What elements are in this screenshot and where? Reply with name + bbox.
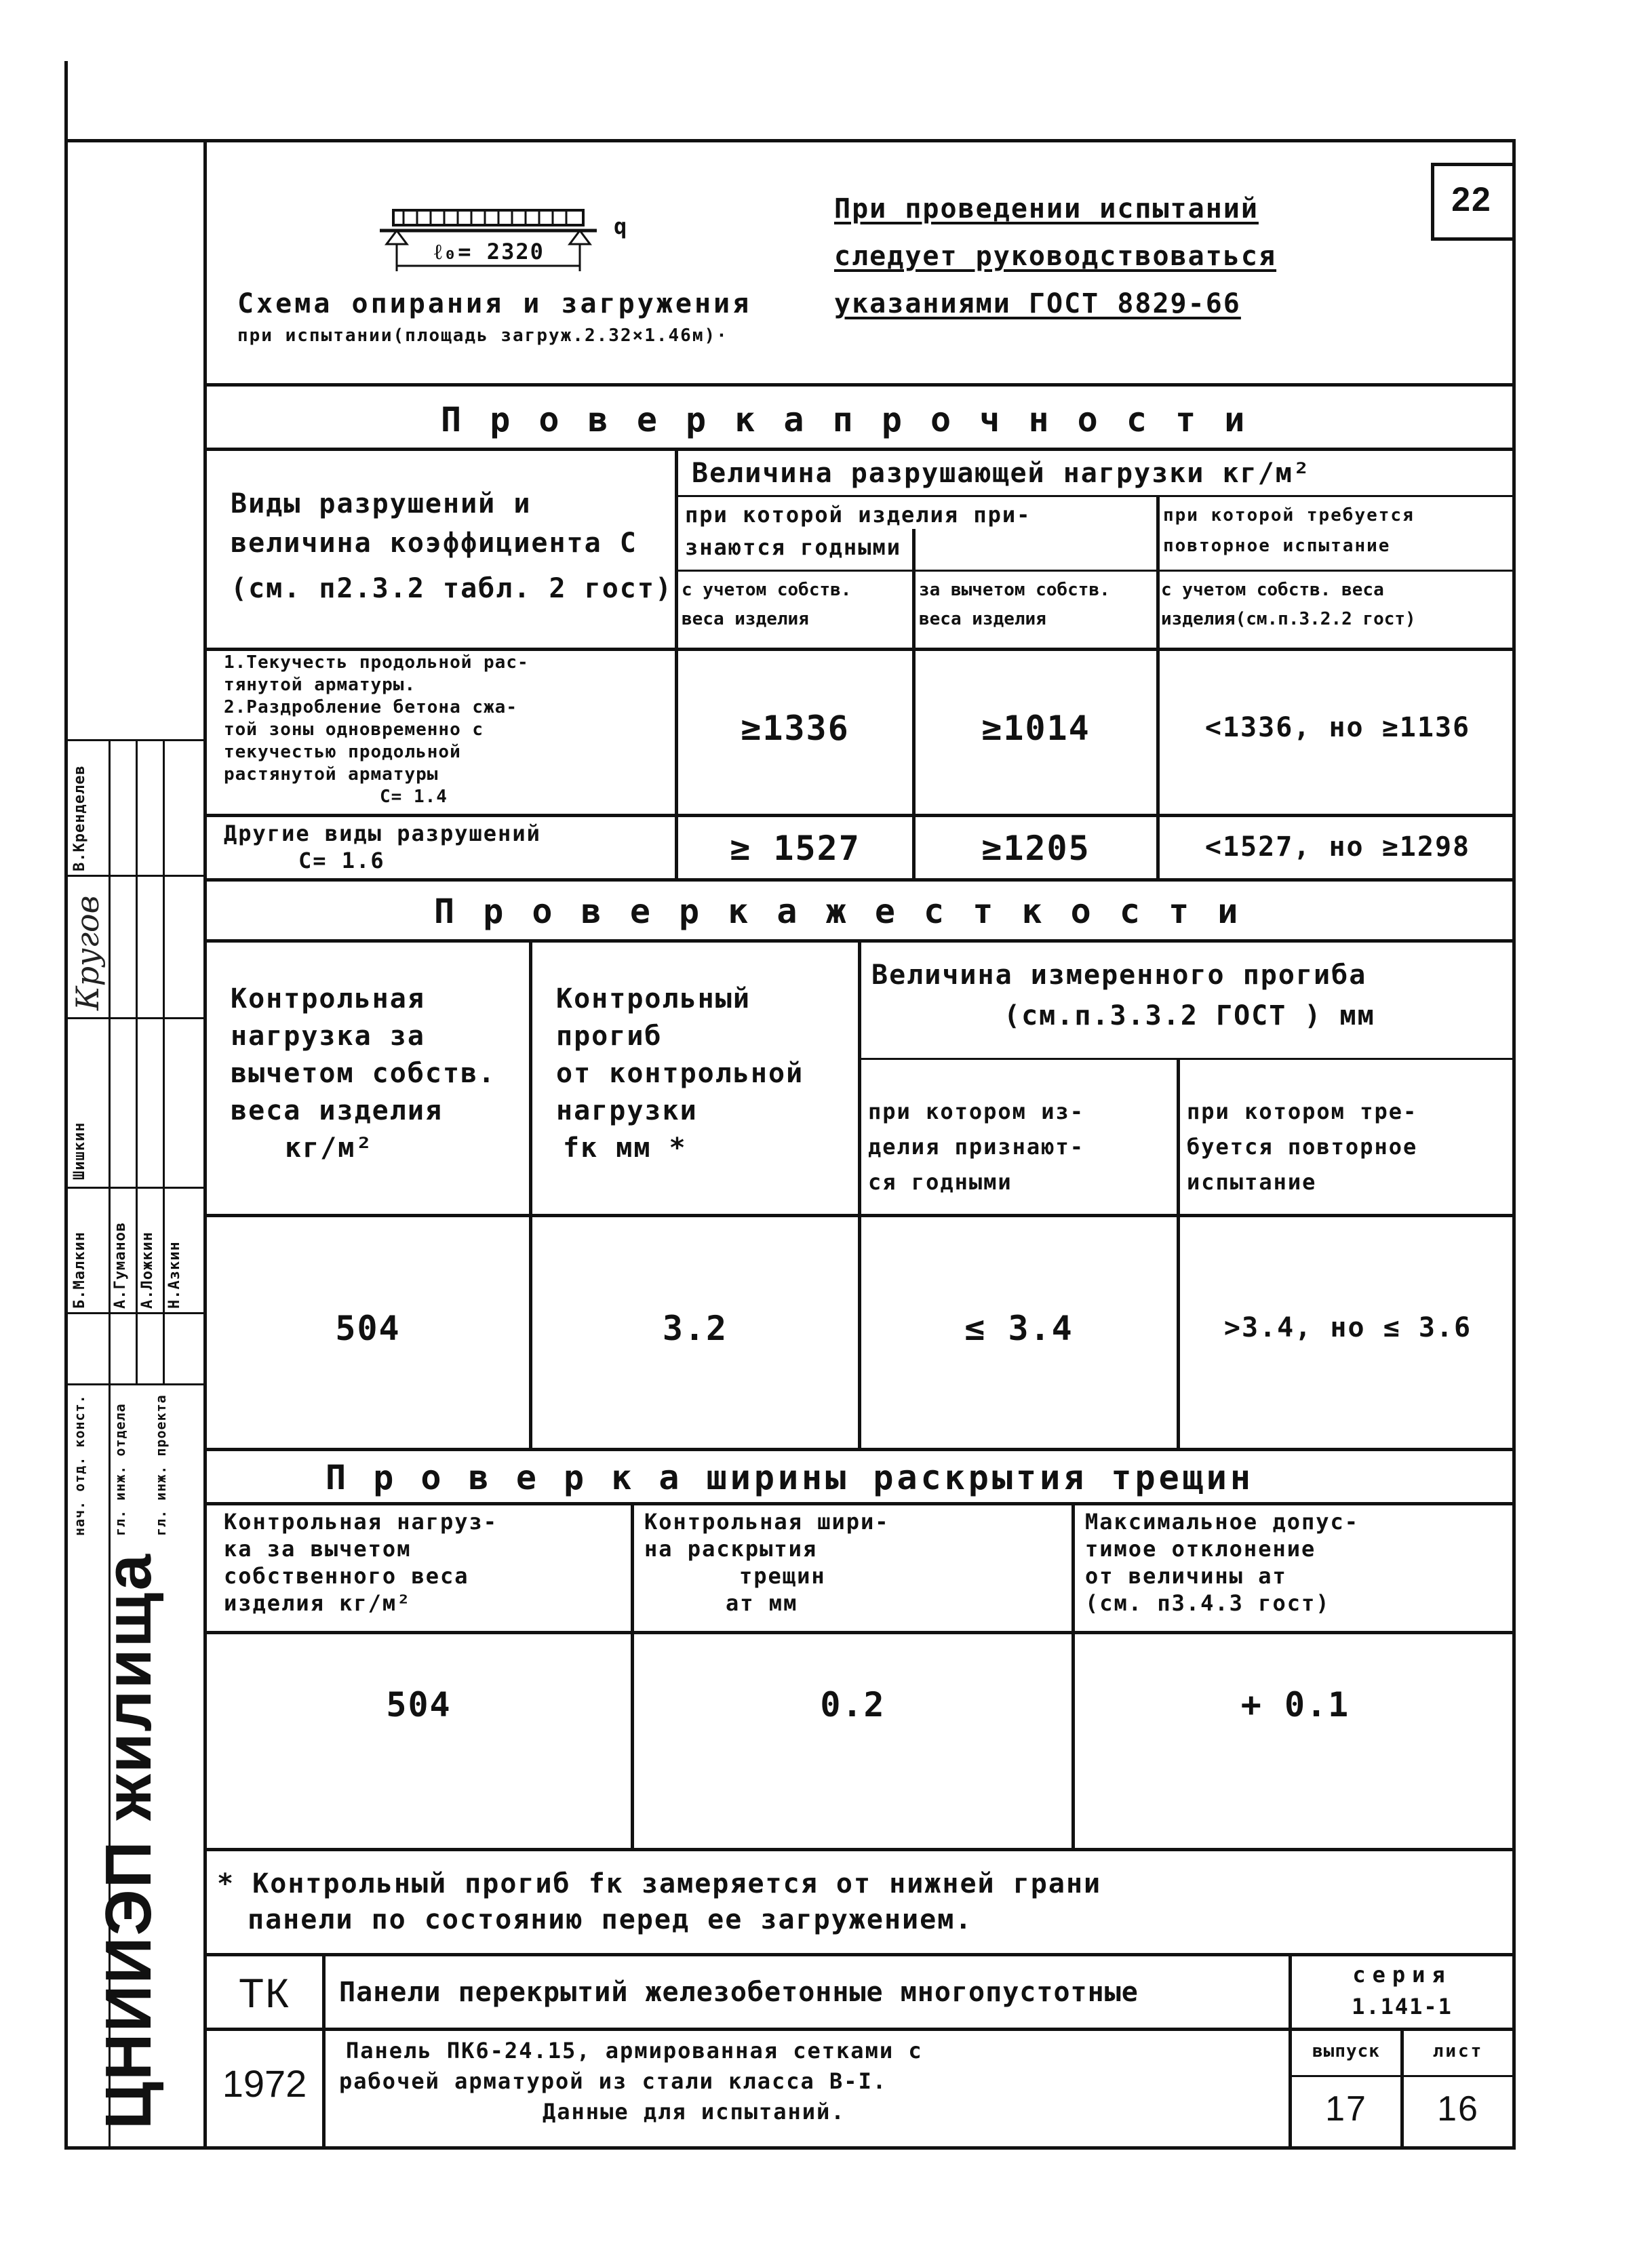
stiffness-group-header-1: Величина измеренного прогиба [871,960,1367,991]
cracks-col2-2: на раскрытия [644,1536,818,1562]
title-row-line-2 [1289,2075,1516,2077]
strength-row1-type-2: тянутой арматуры. [224,675,416,695]
stiffness-col4-2: буется повторное [1187,1134,1418,1160]
sheet-box-bottom [1431,237,1512,241]
strength-col-line-2 [912,529,916,878]
stiffness-value-load: 504 [335,1309,401,1348]
strength-row2-type-1: Другие виды разрушений [224,821,541,846]
issue-label: выпуск [1312,2041,1380,2061]
description-line-3: Данные для испытаний. [543,2099,846,2125]
note-line-1: При проведении испытаний [834,193,1259,224]
description-line-1: Панель ПК6-24.15, армированная сетками с [346,2038,923,2064]
strength-col1-header-3: (см. п2.3.2 табл. 2 гост) [231,573,673,604]
cracks-col2-4: aт мм [726,1590,798,1616]
series-label: серия [1352,1962,1452,1988]
strength-sub-right-1: при которой требуется [1163,505,1415,526]
stiffness-col2-1: Контрольный [556,983,751,1014]
stiffness-col4-3: испытание [1187,1169,1317,1195]
stamp-role-2: гл. инж. отдела [112,1403,128,1536]
strength-col-a-2: веса изделия [682,609,809,629]
strength-sub-left-2: знаются годными [685,534,901,560]
cracks-heading: П р о в е р к а ширины раскрытия трещин [326,1458,1254,1497]
strength-row1-type-4: той зоны одновременно с [224,719,484,740]
stiffness-value-accept: ≤ 3.4 [964,1309,1074,1348]
strength-row2-type-2: С= 1.6 [298,848,385,873]
stiffness-col2-4: нагрузки [556,1095,698,1126]
stiffness-col-line-3 [1177,1058,1180,1448]
stamp-role-3: гл. инж. проекта [153,1394,169,1536]
title-col-line-1 [322,1953,326,2146]
stiffness-col-line-2 [858,939,861,1448]
cracks-col1-2: ка за вычетом [224,1536,412,1562]
strength-col-b-1: за вычетом собств. [919,580,1110,600]
stiffness-bottom-line [203,1448,1516,1451]
stamp-name-2: Кругов [69,895,106,1010]
description-line-2: рабочей арматурой из стали класса В-I. [339,2068,888,2094]
stiffness-col2-3: от контрольной [556,1058,804,1089]
cracks-col-line-1 [631,1502,634,1848]
sheet-label: лист [1432,2041,1484,2061]
strength-heading-bottom [203,448,1516,451]
cracks-value-load: 504 [386,1685,452,1724]
strength-row1-type-7: С= 1.4 [380,787,448,807]
frame-right-line [1512,139,1516,2146]
strength-group-header: Величина разрушающей нагрузки кг/м² [692,458,1311,489]
cracks-col2-3: трещин [739,1563,826,1589]
stiffness-col4-1: при котором тре- [1187,1099,1418,1124]
cracks-value-deviation: + 0.1 [1240,1685,1350,1724]
strength-bottom-line [203,878,1516,882]
load-symbol: q [614,214,629,239]
title-block-top [203,1953,1516,1956]
stiffness-col1-5: кг/м² [285,1132,374,1164]
note-line-3: указаниями ГОСТ 8829-66 [834,288,1241,319]
cracks-col3-4: (см. п3.4.3 гост) [1085,1590,1331,1616]
stamp-row-line-1 [64,739,203,741]
stiffness-col3-1: при котором из- [868,1099,1084,1124]
span-label: ℓ₀= 2320 [434,239,545,264]
stamp-row-line-4 [64,1187,203,1189]
stiffness-value-deflection: 3.2 [662,1309,728,1348]
stamp-role-1: нач. отд. конст. [71,1394,87,1536]
diagram-caption-1: Схема опирания и загружения [237,288,752,319]
stiffness-col2-2: прогиб [556,1021,663,1052]
strength-row1-type-1: 1.Текучесть продольной рас- [224,652,529,673]
strength-row1-type-6: растянутой арматуры [224,764,439,785]
sheet-value: 16 [1437,2089,1479,2129]
strength-row1-type-3: 2.Раздробление бетона сжа- [224,697,517,717]
title-year: 1972 [222,2062,307,2105]
sheet-number: 22 [1451,180,1492,218]
strength-row2-b: ≥1205 [981,829,1090,868]
strength-sub-right-2: повторное испытание [1163,536,1391,556]
diagram-caption-2: при испытании(площадь загруж.2.32×1.46м)· [237,325,728,346]
stiffness-row-line-2 [203,1214,1516,1217]
stiffness-col1-3: вычетом собств. [231,1058,496,1089]
stiffness-row-line-1 [858,1058,1516,1060]
footnote-line-1: * Контрольный прогиб fк замеряется от нижней грани [217,1868,1102,1899]
cracks-value-width: 0.2 [820,1685,886,1724]
strength-col-c-2: изделия(см.п.3.2.2 гост) [1161,609,1416,629]
strength-heading: П р о в е р к а п р о ч н о с т и [441,400,1249,439]
cracks-col3-2: тимое отклонение [1085,1536,1316,1562]
strength-col-c-1: с учетом собств. веса [1161,580,1384,600]
strength-col-a-1: с учетом собств. [682,580,852,600]
strength-row2-c: <1527, но ≥1298 [1204,831,1471,863]
strength-row-line-4 [203,814,1516,817]
note-line-2: следует руководствоваться [834,241,1277,272]
stiffness-col2-5: fк мм * [563,1132,687,1164]
title-code: ТК [239,1971,290,2016]
stamp-row-line-2 [64,875,203,877]
frame-left-line [64,61,68,2150]
stiffness-col3-3: ся годными [868,1169,1012,1195]
strength-row-line-3 [203,648,1516,651]
cracks-col3-3: от величины aт [1085,1563,1287,1589]
cracks-col1-3: собственного веса [224,1563,469,1589]
stamp-name-5: А.Гуманов [112,1221,129,1309]
cracks-bottom-line [203,1848,1516,1851]
stamp-name-7: Н.Азкин [166,1241,183,1309]
cracks-col1-4: изделия кг/м² [224,1590,412,1616]
strength-row1-type-5: текучестью продольной [224,742,461,762]
content-left-line [203,139,207,2146]
stamp-name-4: Б.Малкин [71,1231,88,1309]
strength-col-line-3 [1156,495,1160,878]
footnote-line-2: панели по состоянию перед ее загружением. [248,1904,973,1935]
strength-row-line-2 [675,570,1516,572]
stiffness-heading: П р о в е р к а ж е с т к о с т и [434,892,1242,931]
issue-value: 17 [1325,2089,1367,2129]
stamp-row-line-3 [64,1017,203,1019]
cracks-row-line-1 [203,1631,1516,1634]
org-stamp: ЦНИИЭП жилища [92,1552,165,2129]
strength-col-b-2: веса изделия [919,609,1046,629]
stamp-name-3: Шишкин [71,1122,88,1180]
stiffness-group-header-2: (см.п.3.3.2 ГОСТ ) мм [1004,1000,1375,1031]
strength-row1-b: ≥1014 [981,709,1090,748]
strength-col1-header-1: Виды разрушений и [231,488,532,519]
stiffness-col1-2: нагрузка за [231,1021,425,1052]
sheet-box-top [1431,163,1512,166]
cracks-col1-1: Контрольная нагруз- [224,1509,498,1535]
strength-row-line-1 [675,495,1516,497]
stamp-name-1: В.Кренделев [71,765,88,871]
stiffness-col1-4: веса изделия [231,1095,443,1126]
series-value: 1.141-1 [1352,1994,1453,2019]
strength-row2-a: ≥ 1527 [730,829,861,868]
cracks-col3-1: Максимальное допус- [1085,1509,1360,1535]
stiffness-col-line-1 [529,939,532,1448]
strength-top-line [203,383,1516,387]
cracks-col-line-2 [1071,1502,1075,1848]
strength-row1-c: <1336, но ≥1136 [1204,712,1471,743]
stamp-col-line-2 [136,739,138,1383]
cracks-col2-1: Контрольная шири- [644,1509,890,1535]
frame-bottom-line [64,2146,1516,2150]
stiffness-col3-2: делия признают- [868,1134,1084,1160]
strength-sub-left-1: при которой изделия при- [685,502,1031,528]
stamp-row-line-5 [64,1312,203,1314]
strength-row1-a: ≥1336 [741,709,850,748]
stiffness-col1-1: Контрольная [231,983,425,1014]
title-row-line-1 [203,2028,1516,2031]
cracks-heading-bottom [203,1502,1516,1505]
stiffness-value-retest: >3.4, но ≤ 3.6 [1223,1312,1472,1343]
title-line: Панели перекрытий железобетонные многопустотные [339,1977,1139,2008]
strength-col1-header-2: величина коэффициента С [231,528,637,559]
stamp-row-line-6 [64,1383,203,1385]
stamp-col-line-3 [163,739,165,1383]
stamp-name-6: А.Ложкин [139,1231,156,1309]
frame-top-line [64,139,1516,142]
